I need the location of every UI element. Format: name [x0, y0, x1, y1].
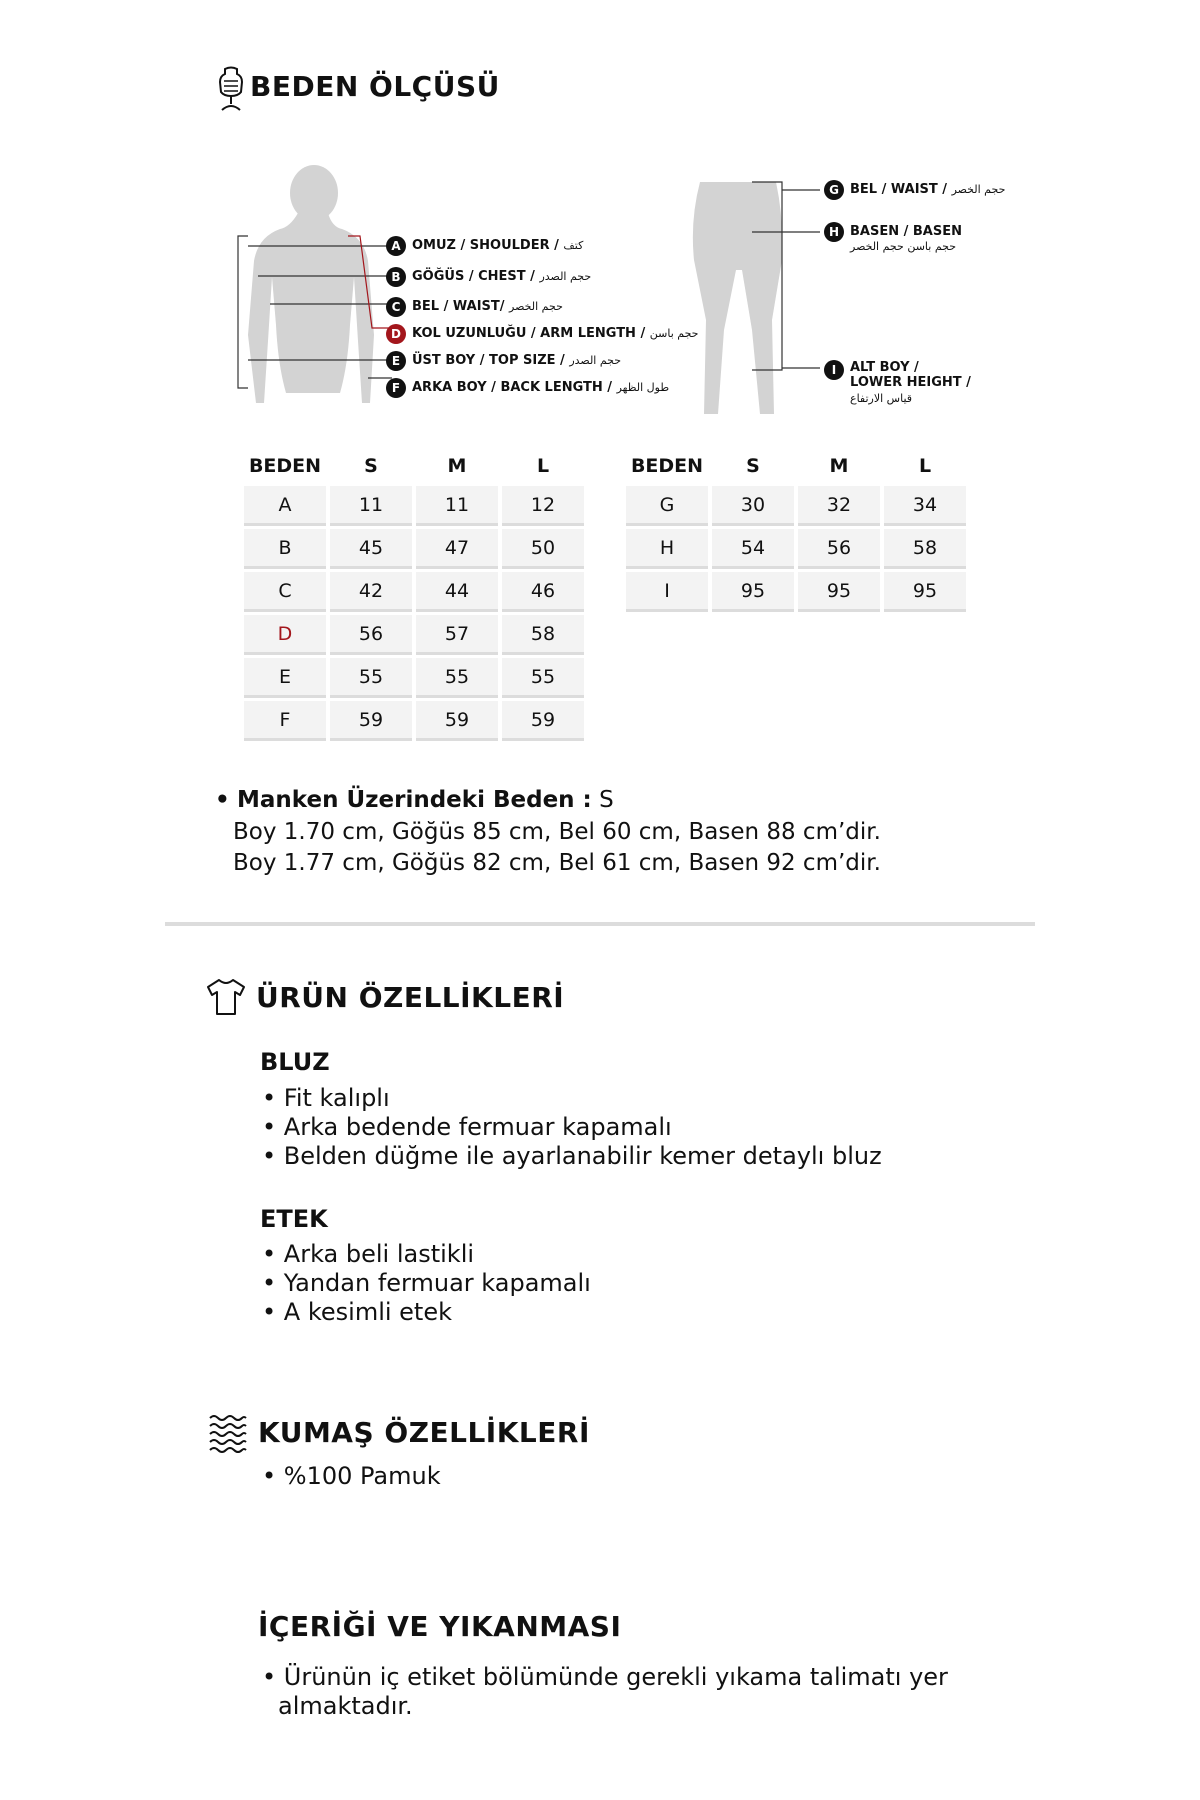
mannequin-icon: [216, 66, 246, 112]
col-header-m: M: [829, 455, 849, 477]
label-g-arabic: حجم الخصر: [951, 183, 1006, 196]
cell-value: 55: [502, 658, 584, 698]
table-row: [626, 529, 966, 569]
cell-value: 30: [712, 486, 794, 526]
badge-g: G: [824, 180, 844, 200]
label-i: [824, 360, 1024, 418]
list-item: • Fit kalıplı: [262, 1084, 390, 1112]
table-row: [244, 529, 584, 569]
col-header-l: L: [918, 455, 932, 477]
cell-value: 95: [798, 572, 880, 612]
row-label: F: [244, 701, 326, 741]
cell-value: 55: [416, 658, 498, 698]
label-h: [824, 222, 1024, 262]
table-row: [244, 701, 584, 741]
badge-a: A: [386, 236, 406, 256]
cell-value: 44: [416, 572, 498, 612]
row-label: A: [244, 486, 326, 526]
cell-value: 59: [416, 701, 498, 741]
fabric-section-title: KUMAŞ ÖZELLİKLERİ: [258, 1416, 590, 1449]
cell-value: 45: [330, 529, 412, 569]
label-g-text: BEL / WAIST /: [850, 182, 948, 197]
row-label: G: [626, 486, 708, 526]
cell-value: 50: [502, 529, 584, 569]
cell-value: 58: [502, 615, 584, 655]
cell-value: 59: [330, 701, 412, 741]
badge-h: H: [824, 222, 844, 242]
fabric-texture-icon: [208, 1414, 248, 1454]
col-header-m: M: [447, 455, 467, 477]
label-a-text: OMUZ / SHOULDER /: [412, 238, 559, 253]
badge-f: F: [386, 378, 406, 398]
size-table-bottom: [622, 446, 970, 615]
cell-value: 57: [416, 615, 498, 655]
label-f-text: ARKA BOY / BACK LENGTH /: [412, 380, 613, 395]
label-e-arabic: حجم الصدر: [569, 354, 622, 367]
care-section-title: İÇERİĞİ VE YIKANMASI: [258, 1610, 622, 1643]
table-row: [244, 572, 584, 612]
group-heading-bluz: BLUZ: [260, 1048, 330, 1076]
size-table-top: [240, 446, 588, 744]
list-item: • Belden düğme ile ayarlanabilir kemer detaylı bluz: [262, 1142, 882, 1170]
table-row: [244, 615, 584, 655]
list-item: • Yandan fermuar kapamalı: [262, 1269, 591, 1297]
cell-value: 54: [712, 529, 794, 569]
cell-value: 42: [330, 572, 412, 612]
badge-i: I: [824, 360, 844, 380]
product-section-title: ÜRÜN ÖZELLİKLERİ: [256, 981, 565, 1014]
cell-value: 56: [798, 529, 880, 569]
table-row: [244, 486, 584, 526]
label-d-text: KOL UZUNLUĞU / ARM LENGTH /: [412, 326, 646, 341]
care-line-1: • Ürünün iç etiket bölümünde gerekli yıkama talimatı yer: [262, 1663, 948, 1691]
label-d-arabic: حجم باسن: [649, 327, 699, 340]
section-divider: [165, 922, 1035, 926]
table-row: [626, 572, 966, 612]
col-header-l: L: [536, 455, 550, 477]
cell-value: 12: [502, 486, 584, 526]
model-info-line-2: Boy 1.77 cm, Göğüs 82 cm, Bel 61 cm, Basen 92 cm’dir.: [233, 850, 881, 876]
cell-value: 58: [884, 529, 966, 569]
label-h-text: BASEN / BASEN: [850, 224, 962, 239]
cell-value: 11: [330, 486, 412, 526]
table-row: [244, 658, 584, 698]
badge-c: C: [386, 297, 406, 317]
cell-value: 55: [330, 658, 412, 698]
size-chart-icon-wrap: [216, 66, 246, 112]
col-header-beden: BEDEN: [248, 455, 322, 477]
model-info-heading: [215, 785, 614, 816]
label-i-arabic: قياس الارتفاع: [850, 392, 913, 405]
label-g: [824, 180, 1024, 202]
top-measurement-lines: [228, 228, 398, 400]
col-header-s: S: [746, 455, 760, 477]
cell-value: 56: [330, 615, 412, 655]
model-info-size: S: [599, 787, 614, 813]
badge-d: D: [386, 324, 406, 344]
col-header-beden: BEDEN: [630, 455, 704, 477]
label-c-arabic: حجم الخصر: [509, 300, 563, 313]
size-table-top-header: [244, 449, 584, 483]
model-info-bullet: •: [215, 787, 230, 813]
cell-value: 46: [502, 572, 584, 612]
label-b-arabic: حجم الصدر: [539, 270, 592, 283]
product-icon-wrap: [206, 978, 246, 1016]
label-i-text: ALT BOY /: [850, 360, 919, 375]
row-label: H: [626, 529, 708, 569]
model-info-line-1: Boy 1.70 cm, Göğüs 85 cm, Bel 60 cm, Basen 88 cm’dir.: [233, 819, 881, 845]
care-line-2: almaktadır.: [278, 1692, 413, 1720]
row-label: D: [244, 615, 326, 655]
list-item: • Arka bedende fermuar kapamalı: [262, 1113, 672, 1141]
cell-value: 95: [884, 572, 966, 612]
col-header-s: S: [364, 455, 378, 477]
label-b-text: GÖĞÜS / CHEST /: [412, 269, 535, 284]
size-table-bottom-header: [626, 449, 966, 483]
label-e-text: ÜST BOY / TOP SIZE /: [412, 353, 565, 368]
list-item: • A kesimli etek: [262, 1298, 452, 1326]
cell-value: 34: [884, 486, 966, 526]
size-chart-title: BEDEN ÖLÇÜSÜ: [250, 70, 500, 103]
label-h-arabic: حجم باسن حجم الخصر: [850, 240, 957, 253]
label-a-arabic: كتف: [563, 239, 584, 252]
row-label: I: [626, 572, 708, 612]
cell-value: 95: [712, 572, 794, 612]
tshirt-icon: [206, 978, 246, 1016]
cell-value: 11: [416, 486, 498, 526]
row-label: B: [244, 529, 326, 569]
label-f-arabic: طول الظهر: [616, 381, 670, 394]
table-row: [626, 486, 966, 526]
label-c-text: BEL / WAIST/: [412, 299, 505, 314]
row-label: E: [244, 658, 326, 698]
group-heading-etek: ETEK: [260, 1205, 328, 1233]
label-i-text-2: LOWER HEIGHT /: [850, 375, 971, 390]
bottom-measurement-lines: [752, 180, 822, 380]
list-item: • %100 Pamuk: [262, 1462, 441, 1490]
cell-value: 59: [502, 701, 584, 741]
cell-value: 47: [416, 529, 498, 569]
cell-value: 32: [798, 486, 880, 526]
fabric-icon-wrap: [208, 1414, 248, 1454]
badge-e: E: [386, 351, 406, 371]
list-item: • Arka beli lastikli: [262, 1240, 475, 1268]
badge-b: B: [386, 267, 406, 287]
row-label: C: [244, 572, 326, 612]
model-info-label: Manken Üzerindeki Beden :: [237, 787, 592, 813]
